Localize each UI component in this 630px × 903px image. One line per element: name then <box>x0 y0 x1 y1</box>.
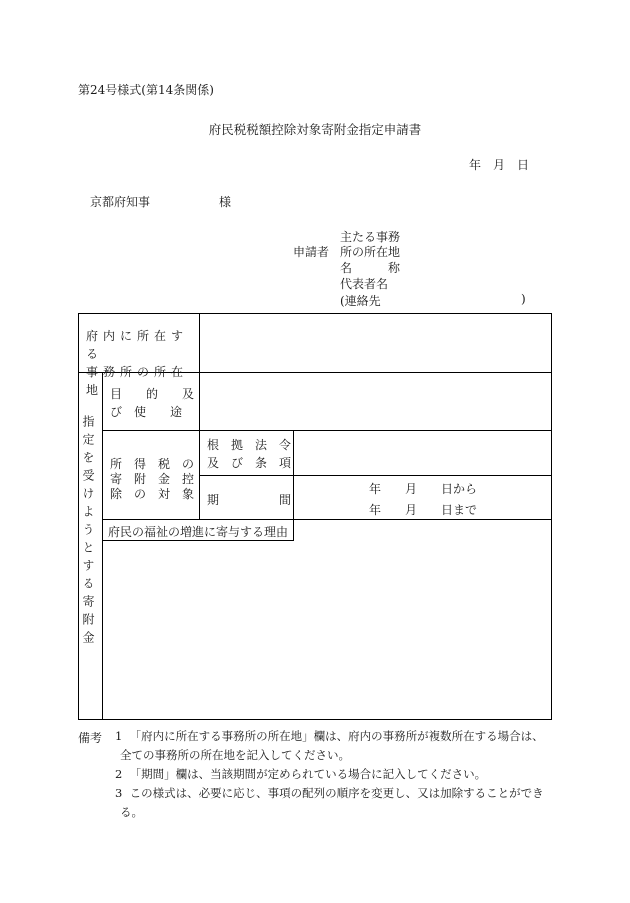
period-label: 期 間 <box>207 493 292 507</box>
purpose-value[interactable] <box>202 375 548 428</box>
office-location-value[interactable] <box>202 316 548 370</box>
income-tax-line2: 寄 附 金 控 <box>110 472 195 486</box>
applicant-contact: (連絡先 <box>340 294 381 308</box>
document-title: 府民税税額控除対象寄附金指定申請書 <box>208 122 422 137</box>
basis-label <box>207 436 291 472</box>
period-from[interactable]: 年 月 日から <box>369 482 478 496</box>
office-location-line1: 府内に所在する <box>86 329 189 361</box>
purpose-line1: 目 的 及 <box>110 387 195 401</box>
note-item-3-cont: る。 <box>120 805 143 819</box>
applicant-office-line2: 所の所在地 <box>340 245 401 259</box>
reason-value[interactable] <box>105 543 548 716</box>
income-tax-line3: 除 の 対 象 <box>110 487 195 501</box>
note-text: 「期間」欄は、当該期間が定められている場合に記入してください。 <box>129 767 487 781</box>
honorific: 様 <box>219 195 232 209</box>
date-line: 年 月 日 <box>469 158 530 172</box>
office-location-line2: 事務所の所在地 <box>86 365 189 397</box>
note-text: この様式は、必要に応じ、事項の配列の順序を変更し、又は加除することができ <box>129 786 544 800</box>
form-number: 第24号様式(第14条関係) <box>78 83 214 97</box>
note-number: 2 <box>115 767 123 781</box>
applicant-representative: 代表者名 <box>340 277 389 291</box>
applicant-name: 名 称 <box>340 261 401 275</box>
reason-label: 府民の福祉の増進に寄与する理由 <box>108 525 289 539</box>
purpose-label <box>110 385 194 421</box>
purpose-line2: び 使 途 <box>110 405 183 419</box>
income-tax-label <box>110 455 194 503</box>
income-tax-line1: 所 得 税 の <box>110 457 195 471</box>
applicant-label: 申請者 <box>293 245 330 259</box>
basis-line2: 及 び 条 項 <box>207 456 292 470</box>
note-item-1-cont: 全ての事務所の所在地を記入してください。 <box>120 748 350 762</box>
note-text: 「府内に所在する事務所の所在地」欄は、府内の事務所が複数所在する場合は、 <box>129 729 544 743</box>
note-item-1 <box>115 727 544 746</box>
period-to[interactable]: 年 月 日まで <box>369 503 478 517</box>
note-number: 1 <box>115 729 123 743</box>
designated-donation-label: 指定を受けようとする寄附金 <box>81 415 95 649</box>
applicant-office-line1: 主たる事務 <box>340 230 401 244</box>
note-item-3 <box>115 784 544 803</box>
basis-line1: 根 拠 法 令 <box>207 438 292 452</box>
contact-close-paren: ) <box>521 292 526 306</box>
basis-value[interactable] <box>296 433 548 473</box>
notes-label: 備考 <box>78 731 103 745</box>
addressee: 京都府知事 <box>90 195 151 209</box>
note-number: 3 <box>115 786 123 800</box>
note-item-2 <box>115 765 486 784</box>
